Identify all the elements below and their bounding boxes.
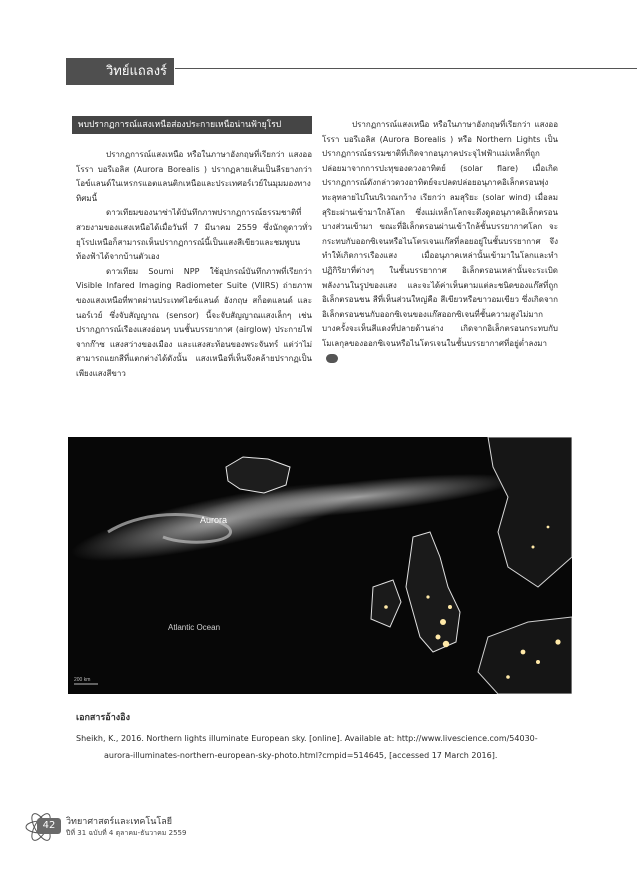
article-right-column [322,118,558,458]
reference-entry: Sheikh, K., 2016. Northern lights illuminate European sky. [online]. Available at: http://www.livescience.com/54030-aurora-illuminates-northern-european-sky-photo.html?cmpid=514645, [accessed 17 March 2016]. [76,734,538,760]
left-paragraph: ปรากฏการณ์แสงเหนือ หรือในภาษาอังกฤษที่เรียกว่า แสงออโรรา บอรีเอลิส (Aurora Borealis ) ปรากฏลายเส้นเป็นลีรยางกว่าโอข์แลนด์ในเหรกรแอตแลนติกเหนือและประเทศอร์เวย์ในมุมมองทางทิศมนี้ [76,150,312,203]
page-number: 42 [37,818,61,834]
left-paragraph: ดาวเทียมของนาซ่าได้บันทึกภาพปรากฏการณ์ธรรมชาติที่สวยงามของแสงเหนือได้เมื่อวันที่ 7 มีนาคม 2559 ซึ่งนักดูดาวทั่วยุโรปเหนือก็สามารถเห็นปรากฏการณ์นี้เป็นแสงสีเขียวและชมพูบนท้องฟ้าได้จากบ้านตัวเอง [76,208,312,262]
aurora-label: Aurora [200,515,228,525]
journal-title: วิทยาศาสตร์และเทคโนโลยี [66,817,173,827]
right-paragraph [322,118,558,366]
scale-label: 200 km [74,677,91,683]
article-left-column [76,148,312,442]
references-heading: เอกสารอ้างอิง [76,713,130,723]
ocean-label: Atlantic Ocean [168,623,221,632]
satellite-aurora-photo [68,437,572,694]
article-title: พบปรากฏการณ์แสงเหนือส่องประกายเหนือน่านฟ้ายุโรป [72,116,312,134]
section-header-label: วิทย์แถลงร์ [106,64,168,79]
satellite-map-graphic [68,437,572,694]
left-paragraph: ดาวเทียม Soumi NPP ใช้อุปกรณ์บันทึกภาพที่เรียกว่า Visible Infared Imaging Radiometer Suite (VIIRS) ถ่ายภาพของแสงเหนือที่พาดผ่านประเทศไอซ์แลนด์ อังกฤษ สก็อตแลนด์ และนอร์เวย์ ซึ่งจับสัญญาณ (sensor) นี้จะจับสัญญาณแสงเล็กๆ เช่น ปรากฏการณ์เรืองแสงอ่อนๆ บนชั้นบรรยากาศ (airglow) ประกายไฟจากก๊าซ แสงสว่างของเมือง และแสงสะท้อนของพระจันทร์ แต่ว่าไม่สามารถแยกสีที่แตกต่างได้ดังนั้น แสงเหนือที่เห็นจึงคล้ายปรากฏเป็นเพียงแสงสีขาว [76,266,312,378]
right-paragraph-text: ปรากฏการณ์แสงเหนือ หรือในภาษาอังกฤษที่เรียกว่า แสงออโรรา บอรีเอลิส (Aurora Borealis ) หรือ Northern Lights เป็นปรากฏการณ์ธรรมชาติที่เกิดจากอนุภาคประจุไฟฟ้าแม่เหล็กที่ถูกปล่อยมาจากการปะทุของดวงอาทิตย์ (solar flare) เมื่อเกิดปรากฏการณ์ดังกล่าวดวงอาทิตย์จะปลดปล่อยอนุภาคอิเล็กตรอนพุ่งทะลุทลายไปในบริเวณกว้าง เรียกว่า ลมสุริยะ (solar wind) เมื่อลมสุริยะผ่านเข้ามาใกล้โลก ซึ่งแม่เหล็กโลกจะดึงดูดอนุภาคอิเล็กตรอนบางส่วนเข้ามา ขณะที่อิเล็กตรอนผ่านเข้าใกล้ชั้นบรรยากาศโลก จะกระทบกับออกซิเจนหรือไนโตรเจนแก๊สที่ลอยอยู่ในชั้นบรรยากาศ จึงทำให้เกิดการเรืองแสง เมื่ออนุภาคเหล่านั้นเข้ามาในโลกและทำปฏิกิริยาที่ต่างๆ ในชั้นบรรยากาศ อิเล็กตรอนเหล่านั้นจะระเบิดพลังงานในรูปของแสง และจะได้ค่าเห็นตามแต่ละชนิดของแก๊สที่ถูกอิเล็กตรอนชน สีที่เห็นส่วนใหญ่คือ สีเขียวหรือขาวอมเขียว ซึ่งเกิดจากอิเล็กตรอนชนกับออกซิเจนของแก๊สออกซิเจนที่ชั้นความสูงไม่มาก บางครั้งจะเห็นสีแดงที่ปลายด้านล่าง เกิดจากอิเล็กตรอนกระทบกับโมเลกุลของออกซิเจนหรือไนโตรเจนในชั้นบรรยากาศที่อยู่ต่ำลงมา [322,120,558,348]
end-of-article-icon [326,354,338,363]
section-header-tab [66,58,174,85]
journal-issue: ปีที่ 31 ฉบับที่ 4 ตุลาคม-ธันวาคม 2559 [66,829,187,837]
header-rule [175,68,637,69]
